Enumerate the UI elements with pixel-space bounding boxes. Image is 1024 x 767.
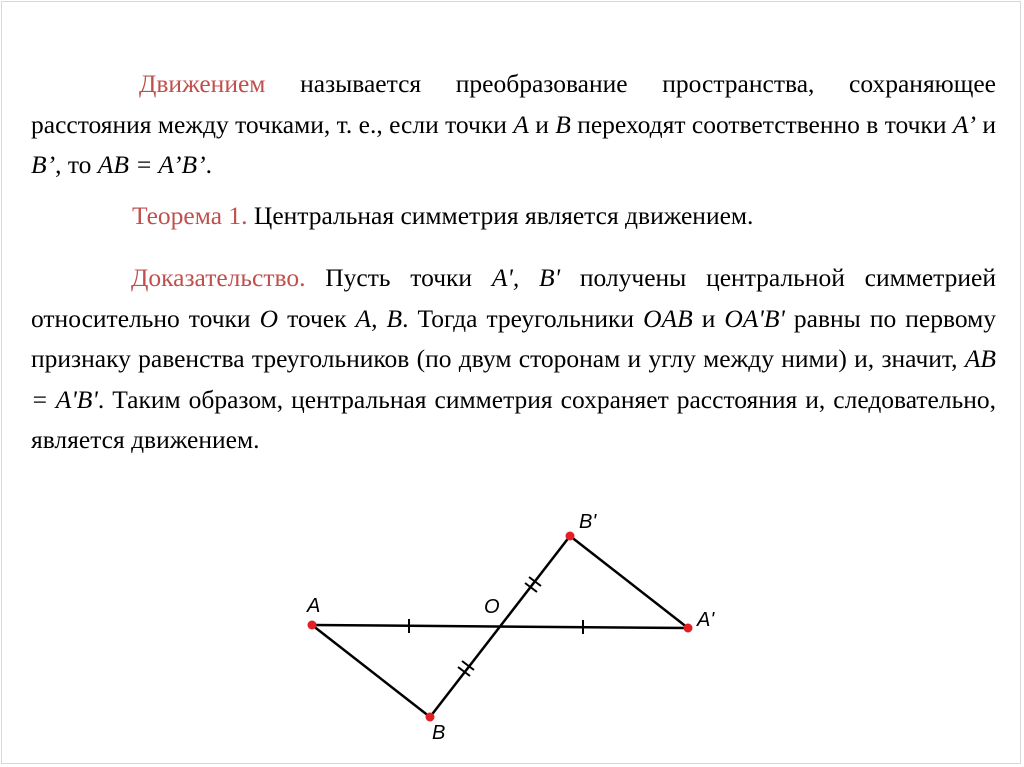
point-a-prime-inline: A’ [952,109,976,139]
label-a-prime: A' [697,609,715,631]
point-a-prime [684,624,693,633]
proof-text-2: получены центральной симметрией относительно точки [31,263,996,333]
diagram-lines [312,536,688,717]
proof-text-7: . Таким образом, центральная симметрия сохраняет расстояния и, следовательно, является движением. [31,384,996,454]
label-o: O [484,596,500,618]
definition-text-4: . [205,150,212,179]
definition-and-1: и [528,109,556,139]
proof-points-prime: A', B' [491,263,561,292]
definition-term: Движением [139,69,266,98]
definition-and-2: и [975,109,996,139]
theorem-text: Центральная симметрия является движением. [247,201,754,230]
label-a: A [307,595,321,617]
theorem-label: Теорема 1. [132,201,248,230]
definition-text-2: переходят соответственно в точки [570,109,953,139]
proof-triangle-1: OAB [643,303,693,333]
proof-text-4: . Тогда треугольники [402,303,644,333]
label-b-prime: B' [579,511,597,533]
proof-label: Доказательство. [131,263,306,292]
point-a-inline: A [513,109,529,139]
point-a [308,621,317,630]
point-b-inline: B [555,109,571,139]
segment-a-prime-b-prime [570,536,688,628]
proof-text-3: точек [278,303,356,333]
label-b: B [432,722,446,744]
proof-equation: AB = A'B' [31,344,996,414]
definition-text-3: , то [55,150,98,179]
proof-triangle-2: OA'B' [724,303,785,333]
definition-text-1: называется преобразование пространства, сохраняющее расстояния между точками, т. е., если точки [31,69,996,139]
point-b-prime-inline: B’ [31,150,56,179]
proof-text-6: равны по первому признаку равенства треугольников (по двум сторонам и углу между ними) и, значит, [31,303,997,373]
proof-text-5: и [692,303,725,333]
proof-points: A, B [355,303,403,333]
definition-equation: AB = A’B’ [97,150,206,179]
point-b-prime [566,532,575,541]
proof-text-1: Пусть точки [305,263,492,292]
point-b [426,713,435,722]
segment-a-b [312,625,430,717]
proof-point-o: O [259,303,279,333]
